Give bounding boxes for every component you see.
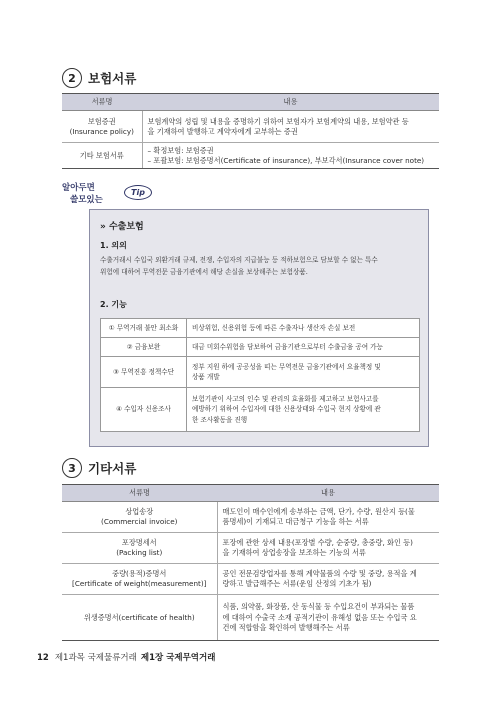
table-row [62,533,439,564]
document-name-cell [62,143,142,169]
table-row [62,595,439,641]
table-row [62,111,439,143]
desc-line: 비상위험, 신용위험 등에 따른 수출자나 생산자 손실 보전 [192,323,356,332]
document-content-cell [217,502,439,533]
content-line: – 확정보험: 보험증권 [147,145,214,155]
function-name: ④ 수입자 신용조사 [101,388,187,432]
document-name-cell [62,533,217,564]
document-content-cell [217,564,439,595]
insurance-documents-table [62,93,439,169]
document-name-cell [62,111,142,143]
document-name-en: (Insurance policy) [69,126,134,136]
table-row [62,564,439,595]
document-name-en: (Packing list) [116,548,163,558]
document-content-cell [142,111,439,143]
tip-badge [60,181,152,211]
function-desc [187,388,420,432]
section-number-badge: 2 [62,68,82,88]
column-header: 내용 [217,485,439,502]
document-name-cell [62,564,217,595]
desc-line: 대금 미회수위험을 담보하여 금융기관으로부터 수출금융 공여 가능 [192,342,383,351]
document-name: 중량(용적)증명서 [112,569,167,578]
document-name-en: [Certificate of weight(measurement)] [72,579,207,589]
other-documents-table [62,484,439,641]
footer-subject: 제1과목 국제물류거래 [54,653,137,663]
page-footer [37,651,215,663]
tip-subheading: 2. 기능 [100,300,127,309]
paragraph-line: 위험에 대하여 무역전문 금융기관에서 해당 손실을 보상해주는 보험상품. [100,267,308,276]
document-content-cell [217,533,439,564]
paragraph-line: 수출거래시 수입국 외환거래 규제, 전쟁, 수입자의 지급불능 등 적하보험으로 담보할 수 없는 특수 [100,256,378,264]
functions-table [100,318,420,432]
column-header: 서류명 [62,94,142,111]
column-header: 서류명 [62,485,217,502]
content-line: 을 기재하여 발행하고 계약자에게 교부하는 증권 [147,126,298,136]
content-line: 보험계약의 성립 및 내용을 증명하기 위하여 보험자가 보험계약의 내용, 보험약관 등 [147,116,409,126]
content-line: 품명세)이 기재되고 대금청구 기능을 하는 서류 [222,517,369,527]
table-row [101,388,420,432]
tip-heading: » 수출보험 [100,222,144,232]
document-name: 포장명세서 [121,538,157,547]
tip-box [89,209,429,447]
function-name: ③ 무역진흥 정책수단 [101,357,187,388]
function-name: ① 무역거래 불안 최소화 [101,319,187,338]
desc-line: 한 조사활동을 진행 [192,415,248,424]
table-header-row [62,485,439,502]
table-row [101,357,420,388]
document-name-cell [62,595,217,641]
tip-badge-line2: 쓸모있는 [70,195,103,205]
footer-chapter: 제1장 국제무역거래 [140,653,216,663]
content-line: 량하고 발급해주는 서류(운임 산정의 기초가 됨) [222,579,372,589]
section-2-heading [62,68,136,88]
content-line: 공인 전문검량업자를 통해 계약물품의 수량 및 중량, 용적을 계 [222,569,417,578]
section-3-heading [62,458,136,478]
section-title: 기타서류 [88,461,137,476]
section-title: 보험서류 [88,71,137,86]
document-name: 위생증명서(certificate of health) [83,612,195,622]
function-name: ② 금융보완 [101,338,187,357]
desc-line: 정부 지원 하에 공공성을 띠는 무역전문 금융기관에서 요율책정 및 [192,362,381,371]
desc-line: 상품 개발 [192,373,220,381]
column-header: 내용 [142,94,439,111]
content-line: 식품, 의약품, 화장품, 산 동식물 등 수입요건이 부과되는 물품 [222,602,415,612]
function-desc [187,357,420,388]
document-name-cell [62,502,217,533]
desc-line: 보험기관이 사고의 인수 및 관리의 효율화를 제고하고 보험사고를 [192,395,379,404]
document-name: 상업송장 [125,507,154,516]
table-row [62,143,439,169]
document-name: 보험증권 [87,116,116,126]
content-line: – 포괄보험: 보험증명서(Certificate of insurance), 부보각서(Insurance cover note) [147,155,425,165]
content-line: 포장에 관한 상세 내용(포장별 수량, 순중량, 총중량, 화인 등) [222,538,413,547]
function-desc [187,338,420,357]
table-row [101,319,420,338]
content-line: 을 기재하여 상업송장을 보조하는 기능의 서류 [222,548,366,558]
document-name: 기타 보험서류 [79,150,124,160]
document-content-cell [217,595,439,641]
section-number-badge: 3 [62,458,82,478]
table-row [101,338,420,357]
tip-badge-line1: 알아두면 [62,183,95,193]
document-name-en: (Commercial invoice) [101,517,178,527]
content-line: 건에 적합함을 확인하여 발행해주는 서류 [222,623,350,633]
desc-line: 예방하기 위하여 수입자에 대한 신용상태와 수입국 현지 상황에 관 [192,405,381,414]
table-row [62,502,439,533]
tip-subheading: 1. 의의 [100,241,127,250]
content-line: 매도인이 매수인에게 송부하는 금액, 단가, 수량, 원산지 등(물 [222,507,415,516]
function-desc [187,319,420,338]
document-content-cell [142,143,439,169]
tip-icon: Tip [124,185,152,200]
tip-paragraph [100,255,420,278]
page-number: 12 [37,653,49,663]
table-header-row [62,94,439,111]
content-line: 에 대하여 수출국 소재 공적기관이 유해성 없음 또는 수입국 요 [222,612,417,622]
